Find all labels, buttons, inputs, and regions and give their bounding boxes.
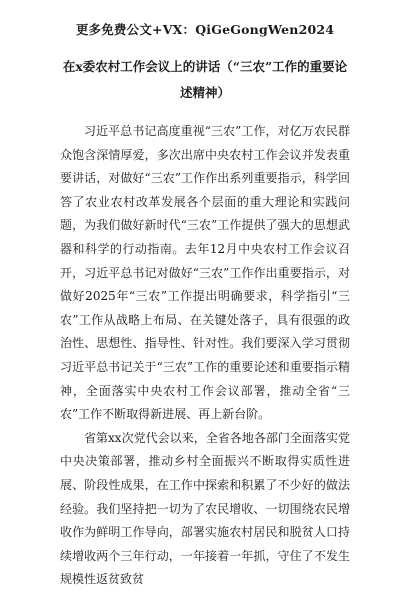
body-paragraph-2: 省第xx次党代会以来，全省各地各部门全面落实党中央决策部署，推动乡村全面振兴不断取得实质性进展、阶段性成果，在工作中探索和积累了不少好的做法经验。我们坚持把一切为了农民增收、一切围绕农民增收作为鲜明工作导向，部署实施农村居民和脱贫人口持续增收两个三年行动，一年接着一年抓，守住了不发生规模性返贫致贫 (60, 430, 350, 587)
body-paragraph-1: 习近平总书记高度重视“三农”工作，对亿万农民群众饱含深情厚爱，多次出席中央农村工作会议并发表重要讲话，对做好“三农”工作作出系列重要指示，科学回答了农业农村改革发展各个层面的重大理论和实践问题，为我们做好新时代“三农”工作提供了强大的思想武器和科学的行动指南。去年12月中央农村工作会议召开，习近平总书记对做好“三农”工作作出重要指示，对做好2025年“三农”工作提出明确要求，科学指引“三农”工作从战略上布局、在关键处落子，具有很强的政治性、思想性、指导性、针对性。我们要深入学习贯彻习近平总书记关于“三农”工作的重要论述和重要指示精神，全面落实中央农村工作会议部署，推动全省“三农”工作不断取得新进展、再上新台阶。 (60, 124, 350, 422)
document-title: 在x委农村工作会议上的讲话（“三农”工作的重要论述精神） (62, 59, 348, 100)
promo-header: 更多免费公文+VX：QiGeGongWen2024 (75, 22, 335, 37)
